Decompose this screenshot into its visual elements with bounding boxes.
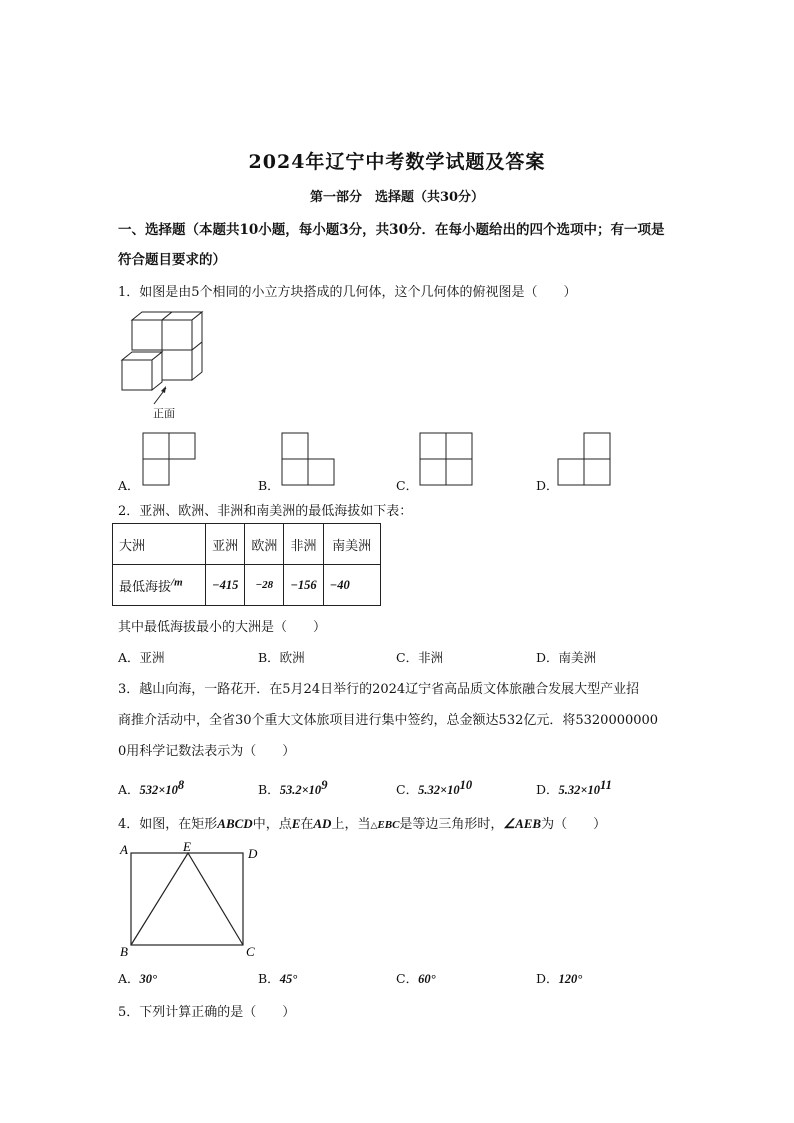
option-exponent: 11 [600, 778, 612, 792]
option-value: 120° [558, 972, 583, 986]
table-header-row [113, 524, 381, 565]
q2-option-a: A．亚洲 [118, 650, 165, 665]
row-unit: /m [171, 576, 183, 589]
table-cell: −28 [245, 565, 284, 606]
label-c: C [246, 944, 255, 959]
q3-option-a [118, 778, 184, 798]
option-value: 53.2×10 [279, 783, 322, 798]
q3-stem-line1: 3．越山向海，一路花开．在5月24日举行的2024辽宁省高品质文体旅融合发展大型产业招 [118, 682, 640, 697]
option-value: 5.32×10 [558, 783, 601, 798]
q2-option-d: D．南美洲 [536, 650, 597, 665]
option-exponent: 8 [177, 778, 185, 792]
table-header-cell: 南美洲 [323, 524, 380, 565]
q1-stem: 1．如图是由5个相同的小立方块搭成的几何体，这个几何体的俯视图是（ ） [118, 285, 577, 300]
q3-option-b [258, 778, 327, 798]
option-label: C． [396, 971, 419, 986]
table-cell: −156 [284, 565, 323, 606]
table-header-cell: 欧洲 [245, 524, 284, 565]
option-value: 5.32×10 [418, 783, 460, 798]
q4-triangle-name: EBC [377, 819, 400, 831]
q4-option-a [118, 969, 157, 987]
q4-rect-name: ABCD [217, 816, 253, 831]
option-exponent: 10 [459, 778, 473, 792]
q4-option-c [396, 969, 436, 987]
table-row [113, 565, 381, 606]
q1-option-c-label: C． [396, 478, 419, 493]
q3-stem-line2: 商推介活动中，全省30个重大文体旅项目进行集中签约，总金额达532亿元．将5320000000 [118, 713, 659, 728]
option-label: C． [396, 782, 419, 798]
q1-option-a-label: A． [118, 478, 140, 493]
q4-text: 在 [300, 817, 314, 832]
option-value: 532×10 [139, 783, 178, 798]
front-label: 正面 [153, 407, 175, 420]
q3-stem-line3: 0用科学记数法表示为（ ） [118, 744, 296, 759]
row-label: 最低海拔 [119, 579, 172, 595]
section-heading-line2: 符合题目要求的） [118, 252, 226, 268]
label-e: E [183, 839, 191, 854]
q4-point-name: E [291, 816, 301, 831]
q4-text: 为（ ） [541, 817, 607, 832]
q1-option-c-figure [419, 432, 475, 488]
q4-rectangle-figure [118, 840, 268, 965]
q2-question: 其中最低海拔最小的大洲是（ ） [118, 620, 327, 635]
q4-text: 上，当 [331, 817, 371, 832]
q3-option-c [396, 778, 472, 798]
option-label: D． [536, 971, 559, 986]
page-title: 2024年辽宁中考数学试题及答案 [248, 151, 546, 173]
q1-option-a-figure [142, 432, 198, 488]
option-value: 45° [279, 972, 298, 986]
option-label: A． [118, 782, 140, 798]
option-value: 60° [418, 972, 436, 986]
q1-option-b-figure [281, 432, 337, 488]
label-b: B [120, 944, 128, 959]
part-subtitle: 第一部分 选择题（共30分） [309, 190, 485, 205]
altitude-table [112, 523, 381, 606]
triangle-symbol: △ [370, 821, 378, 831]
option-exponent: 9 [321, 778, 328, 792]
q4-option-b [258, 969, 297, 987]
option-label: D． [536, 782, 559, 798]
q4-option-d [536, 969, 582, 987]
q4-segment-name: AD [313, 816, 332, 831]
table-header-cell: 大洲 [113, 524, 206, 565]
q3-option-d [536, 778, 612, 798]
q1-option-d-figure [557, 432, 613, 488]
q4-angle-name: ∠AEB [503, 816, 542, 831]
q1-option-b-label: B． [258, 478, 280, 493]
option-label: B． [258, 782, 280, 798]
q2-option-c: C．非洲 [396, 650, 444, 665]
q4-stem [118, 813, 606, 832]
option-value: 30° [139, 972, 158, 986]
table-header-cell: 亚洲 [206, 524, 245, 565]
q1-option-d-label: D． [536, 478, 559, 493]
q4-text: 是等边三角形时， [399, 817, 504, 832]
label-a: A [120, 842, 128, 857]
q4-text: 中，点 [252, 817, 292, 832]
table-row-label-cell [113, 565, 206, 606]
q2-stem: 2．亚洲、欧洲、非洲和南美洲的最低海拔如下表： [118, 504, 413, 519]
option-label: B． [258, 971, 280, 986]
option-label: A． [118, 971, 140, 986]
q5-stem: 5．下列计算正确的是（ ） [118, 1005, 296, 1020]
q2-option-b: B．欧洲 [258, 650, 305, 665]
table-cell: −415 [206, 565, 245, 606]
table-cell: −40 [323, 565, 380, 606]
table-header-cell: 非洲 [284, 524, 323, 565]
q4-text: 4．如图，在矩形 [118, 817, 218, 832]
label-d: D [248, 846, 258, 861]
section-heading-line1: 一、选择题（本题共10小题，每小题3分，共30分．在每小题给出的四个选项中；有一项是 [118, 222, 665, 238]
